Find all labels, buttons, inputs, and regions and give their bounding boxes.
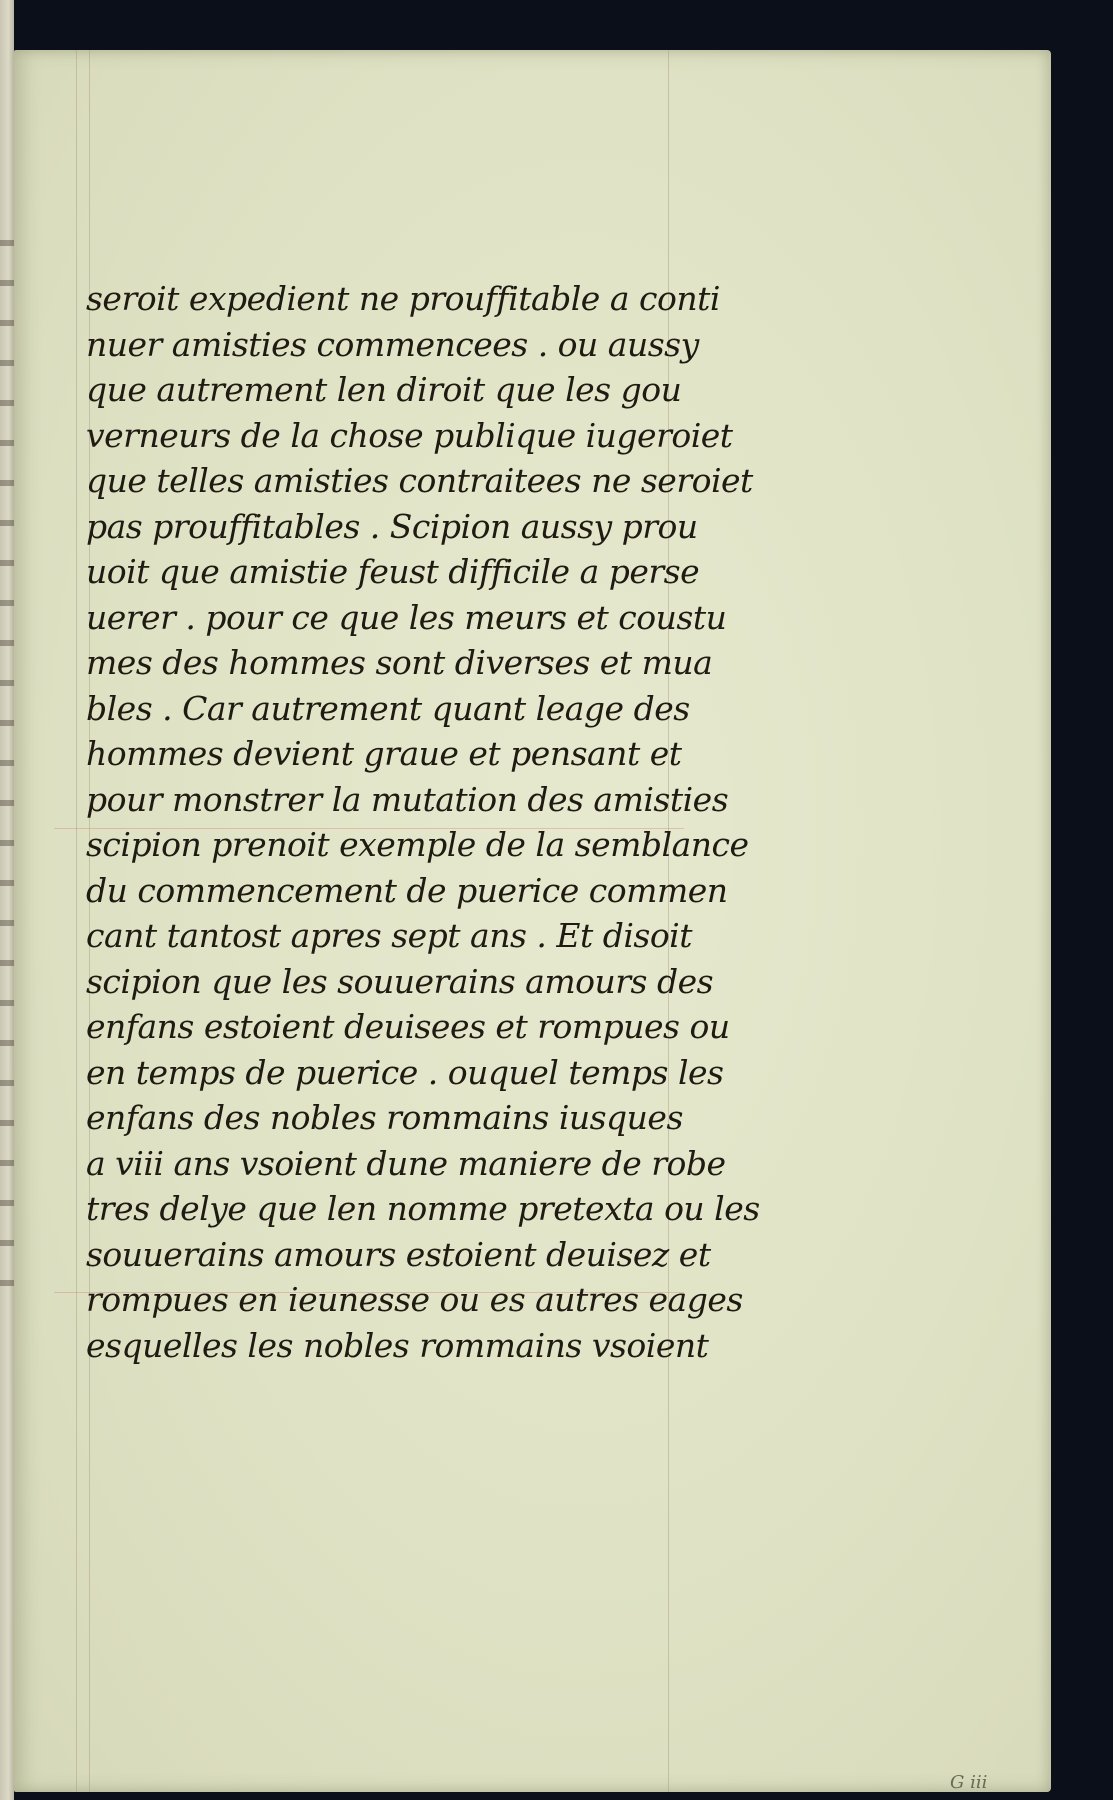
text-line: uoit que amistie feust difficile a perse xyxy=(86,552,700,591)
text-line: a viii ans vsoient dune maniere de robe xyxy=(86,1143,726,1183)
text-line: scipion prenoit exemple de la semblance xyxy=(86,825,749,864)
text-line: enfans des nobles rommains iusques xyxy=(86,1098,683,1137)
text-line: scipion que les souuerains amours des xyxy=(86,961,714,1001)
text-line: nuer amisties commencees . ou aussy xyxy=(86,324,699,364)
text-line: du commencement de puerice commen xyxy=(86,870,728,910)
text-line: souuerains amours estoient deuisez et xyxy=(86,1234,711,1274)
text-line: esquelles les nobles rommains vsoient xyxy=(86,1325,709,1365)
ruling-left xyxy=(76,50,77,1792)
text-line: en temps de puerice . ouquel temps les xyxy=(86,1052,724,1092)
foliation-mark: G iii xyxy=(950,1772,988,1793)
text-line: cant tantost apres sept ans . Et disoit xyxy=(86,916,693,955)
text-line: uerer . pour ce que les meurs et coustu xyxy=(86,597,727,637)
text-line: bles . Car autrement quant leage des xyxy=(86,688,690,728)
text-line: rompues en ieunesse ou es autres eages xyxy=(86,1280,743,1319)
facing-page-text-fragment xyxy=(0,240,14,1320)
text-line: que autrement len diroit que les gou xyxy=(86,370,682,409)
text-line: pour monstrer la mutation des amisties xyxy=(86,779,729,819)
facing-page-edge xyxy=(0,0,14,1800)
text-line: seroit expedient ne prouffitable a conti xyxy=(86,279,720,318)
manuscript-leaf xyxy=(14,50,1051,1792)
text-line: verneurs de la chose publique iugeroiet xyxy=(86,415,733,455)
text-line: tres delye que len nomme pretexta ou les xyxy=(86,1189,760,1228)
text-line: hommes devient graue et pensant et xyxy=(86,734,682,773)
text-line: pas prouffitables . Scipion aussy prou xyxy=(86,506,698,546)
text-block xyxy=(86,276,760,1368)
text-line: enfans estoient deuisees et rompues ou xyxy=(86,1007,730,1046)
text-line: que telles amisties contraitees ne seroiet xyxy=(86,461,753,500)
text-line: mes des hommes sont diverses et mua xyxy=(86,643,713,682)
